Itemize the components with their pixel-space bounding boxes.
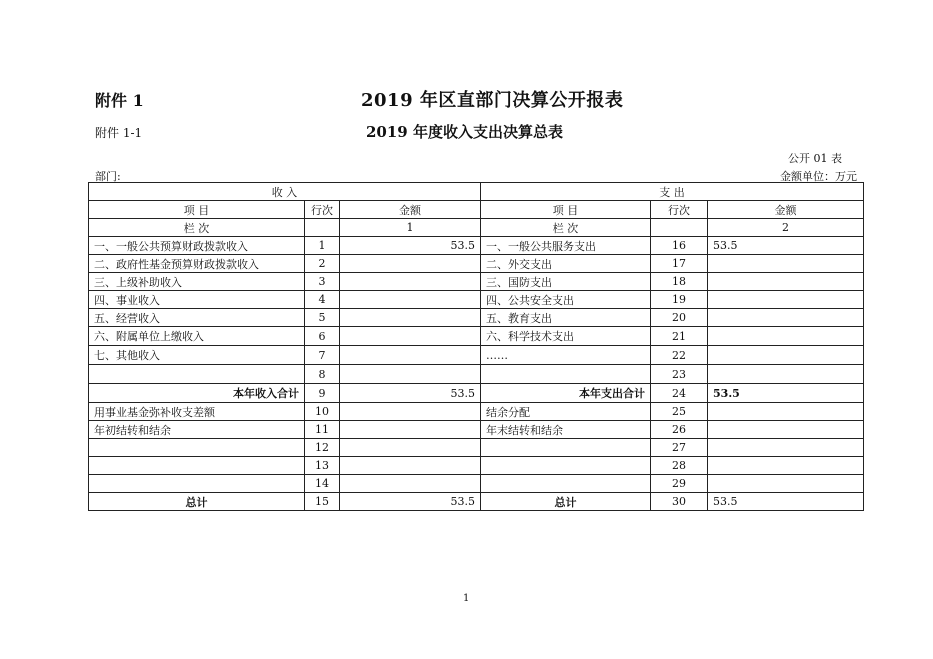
expense-item-cell: 二、外交支出 xyxy=(481,255,651,273)
expense-row-no-cell: 26 xyxy=(651,421,708,439)
income-row-no-cell: 9 xyxy=(305,384,340,403)
table-row xyxy=(89,365,864,384)
income-amount-cell xyxy=(340,255,481,273)
table-row xyxy=(89,273,864,291)
income-amount-cell xyxy=(340,403,481,421)
income-item-cell: 四、事业收入 xyxy=(89,291,305,309)
income-row-no-cell: 2 xyxy=(305,255,340,273)
table-row xyxy=(89,291,864,309)
income-item-header: 项 目 xyxy=(89,201,305,219)
expense-lanci-label: 栏 次 xyxy=(481,219,651,237)
income-row-no-cell: 8 xyxy=(305,365,340,384)
expense-amount-cell xyxy=(708,439,864,457)
expense-amount-cell xyxy=(708,309,864,327)
income-item-cell xyxy=(89,365,305,384)
expense-amount-cell xyxy=(708,346,864,365)
expense-item-cell xyxy=(481,475,651,493)
table-row xyxy=(89,421,864,439)
expense-row-no-cell: 22 xyxy=(651,346,708,365)
income-amount-cell xyxy=(340,309,481,327)
expense-row-no-header: 行次 xyxy=(651,201,708,219)
income-amount-cell xyxy=(340,421,481,439)
department-label: 部门: xyxy=(95,170,121,183)
income-amount-cell xyxy=(340,273,481,291)
expense-amount-cell xyxy=(708,365,864,384)
income-row-no-cell: 6 xyxy=(305,327,340,346)
expense-item-cell: 四、公共安全支出 xyxy=(481,291,651,309)
income-row-no-cell: 7 xyxy=(305,346,340,365)
income-amount-cell: 53.5 xyxy=(340,384,481,403)
expense-amount-cell xyxy=(708,291,864,309)
expense-row-no-cell: 20 xyxy=(651,309,708,327)
income-amount-header: 金额 xyxy=(340,201,481,219)
expense-item-cell xyxy=(481,457,651,475)
income-amount-cell xyxy=(340,327,481,346)
income-section-header: 收 入 xyxy=(89,183,481,201)
expense-section-header: 支 出 xyxy=(481,183,864,201)
table-row xyxy=(89,346,864,365)
section-header-row xyxy=(89,183,864,201)
income-row-no-cell: 14 xyxy=(305,475,340,493)
income-amount-cell xyxy=(340,439,481,457)
expense-amount-cell xyxy=(708,457,864,475)
table-row xyxy=(89,237,864,255)
income-row-no-cell: 5 xyxy=(305,309,340,327)
expense-item-cell: 三、国防支出 xyxy=(481,273,651,291)
expense-lanci-blank xyxy=(651,219,708,237)
table-row xyxy=(89,457,864,475)
income-item-cell: 年初结转和结余 xyxy=(89,421,305,439)
expense-amount-cell xyxy=(708,327,864,346)
income-amount-cell xyxy=(340,475,481,493)
expense-row-no-cell: 18 xyxy=(651,273,708,291)
income-item-cell: 二、政府性基金预算财政拨款收入 xyxy=(89,255,305,273)
table-row xyxy=(89,327,864,346)
expense-amount-cell: 53.5 xyxy=(708,384,864,403)
table-row xyxy=(89,493,864,511)
income-row-no-cell: 3 xyxy=(305,273,340,291)
sub-attachment-label: 附件 1-1 xyxy=(95,126,143,140)
income-amount-cell xyxy=(340,291,481,309)
income-amount-cell xyxy=(340,365,481,384)
expense-item-cell: 结余分配 xyxy=(481,403,651,421)
income-lanci-label: 栏 次 xyxy=(89,219,305,237)
income-item-cell: 七、其他收入 xyxy=(89,346,305,365)
expense-amount-header: 金额 xyxy=(708,201,864,219)
expense-amount-cell xyxy=(708,273,864,291)
expense-row-no-cell: 28 xyxy=(651,457,708,475)
income-item-cell: 总计 xyxy=(89,493,305,511)
income-row-no-cell: 15 xyxy=(305,493,340,511)
attachment-label: 附件 1 xyxy=(95,91,144,110)
expense-row-no-cell: 16 xyxy=(651,237,708,255)
table-row xyxy=(89,475,864,493)
expense-item-cell: …… xyxy=(481,346,651,365)
expense-row-no-cell: 27 xyxy=(651,439,708,457)
income-item-cell: 用事业基金弥补收支差额 xyxy=(89,403,305,421)
income-amount-cell: 53.5 xyxy=(340,237,481,255)
income-row-no-cell: 13 xyxy=(305,457,340,475)
form-number: 公开 01 表 xyxy=(788,152,842,165)
expense-row-no-cell: 29 xyxy=(651,475,708,493)
table-title: 2019 年度收入支出决算总表 xyxy=(366,123,563,141)
column-number-row xyxy=(89,219,864,237)
income-expense-table xyxy=(88,182,864,511)
income-amount-cell xyxy=(340,346,481,365)
income-row-no-cell: 4 xyxy=(305,291,340,309)
income-item-cell: 本年收入合计 xyxy=(89,384,305,403)
expense-item-cell xyxy=(481,365,651,384)
expense-row-no-cell: 25 xyxy=(651,403,708,421)
income-row-no-cell: 1 xyxy=(305,237,340,255)
expense-amount-cell xyxy=(708,403,864,421)
expense-row-no-cell: 19 xyxy=(651,291,708,309)
expense-item-cell: 一、一般公共服务支出 xyxy=(481,237,651,255)
expense-amount-cell xyxy=(708,475,864,493)
income-item-cell xyxy=(89,439,305,457)
table-row xyxy=(89,255,864,273)
expense-amount-cell: 53.5 xyxy=(708,493,864,511)
expense-item-cell: 五、教育支出 xyxy=(481,309,651,327)
expense-amount-cell xyxy=(708,255,864,273)
income-row-no-cell: 11 xyxy=(305,421,340,439)
amount-unit-label: 金额单位：万元 xyxy=(780,170,857,183)
income-column-number: 1 xyxy=(340,219,481,237)
expense-row-no-cell: 24 xyxy=(651,384,708,403)
income-item-cell: 三、上级补助收入 xyxy=(89,273,305,291)
income-item-cell: 六、附属单位上缴收入 xyxy=(89,327,305,346)
expense-row-no-cell: 17 xyxy=(651,255,708,273)
expense-item-cell: 年末结转和结余 xyxy=(481,421,651,439)
expense-item-cell xyxy=(481,439,651,457)
expense-item-cell: 六、科学技术支出 xyxy=(481,327,651,346)
income-row-no-cell: 10 xyxy=(305,403,340,421)
expense-item-cell: 本年支出合计 xyxy=(481,384,651,403)
page-number: 1 xyxy=(463,593,470,604)
income-amount-cell xyxy=(340,457,481,475)
income-item-cell: 一、一般公共预算财政拨款收入 xyxy=(89,237,305,255)
expense-amount-cell: 53.5 xyxy=(708,237,864,255)
income-item-cell: 五、经营收入 xyxy=(89,309,305,327)
income-row-no-header: 行次 xyxy=(305,201,340,219)
table-row xyxy=(89,309,864,327)
table-row xyxy=(89,384,864,403)
page-title: 2019 年区直部门决算公开报表 xyxy=(361,90,624,111)
table-row xyxy=(89,439,864,457)
table-row xyxy=(89,403,864,421)
income-amount-cell: 53.5 xyxy=(340,493,481,511)
expense-column-number: 2 xyxy=(708,219,864,237)
expense-row-no-cell: 30 xyxy=(651,493,708,511)
income-item-cell xyxy=(89,457,305,475)
income-row-no-cell: 12 xyxy=(305,439,340,457)
expense-item-header: 项 目 xyxy=(481,201,651,219)
expense-item-cell: 总计 xyxy=(481,493,651,511)
expense-row-no-cell: 23 xyxy=(651,365,708,384)
income-item-cell xyxy=(89,475,305,493)
column-header-row xyxy=(89,201,864,219)
expense-amount-cell xyxy=(708,421,864,439)
expense-row-no-cell: 21 xyxy=(651,327,708,346)
income-lanci-blank xyxy=(305,219,340,237)
